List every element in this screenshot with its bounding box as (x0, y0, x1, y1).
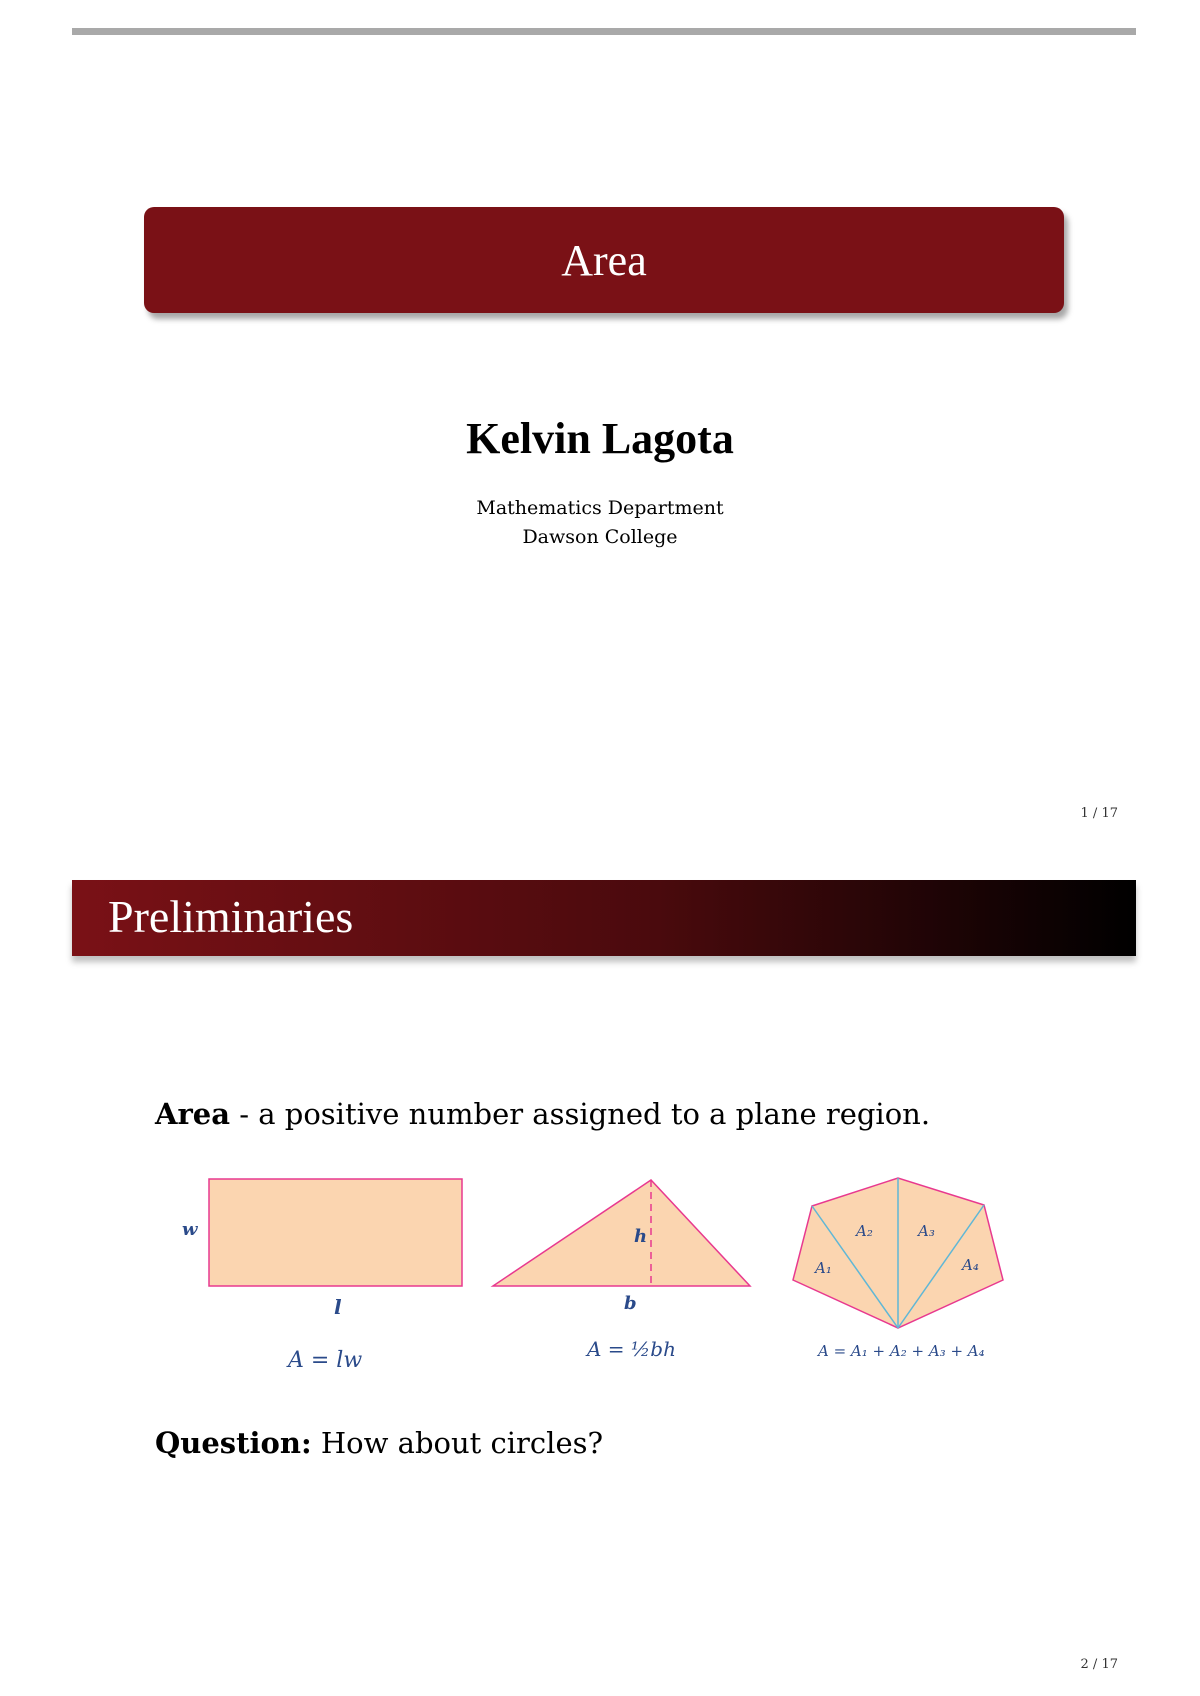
page-number-1: 1 / 17 (1080, 806, 1118, 821)
definition-text: - a positive number assigned to a plane region. (230, 1097, 931, 1131)
author-name: Kelvin Lagota (466, 414, 734, 463)
triangle-figure (493, 1180, 750, 1361)
slide-title: Area (561, 235, 647, 285)
polygon-label-a4: A₄ (962, 1256, 979, 1274)
polygon-formula: A = A₁ + A₂ + A₃ + A₄ (818, 1342, 985, 1360)
definition-term: Area (155, 1097, 231, 1131)
question-label: Question: (155, 1426, 312, 1460)
polygon-figure (793, 1178, 1003, 1360)
triangle-height-label: h (634, 1226, 648, 1247)
rect-width-label: w (182, 1219, 198, 1240)
affiliation-department: Mathematics Department (476, 497, 724, 519)
frame-title: Preliminaries (108, 891, 354, 942)
question-line (155, 1426, 603, 1460)
triangle-base-label: b (624, 1293, 637, 1314)
polygon-label-a2: A₂ (856, 1222, 873, 1240)
triangle-formula: A = ½bh (587, 1337, 676, 1361)
polygon-label-a1: A₁ (815, 1259, 832, 1277)
rect-formula: A = lw (288, 1348, 363, 1373)
rectangle-figure (182, 1179, 462, 1373)
affiliation-college: Dawson College (522, 526, 678, 548)
rectangle-shape (209, 1179, 462, 1286)
rect-length-label: l (334, 1295, 342, 1319)
triangle-shape (493, 1180, 750, 1286)
question-text: How about circles? (311, 1426, 604, 1460)
polygon-label-a3: A₃ (918, 1222, 935, 1240)
page-number-2: 2 / 17 (1080, 1657, 1118, 1672)
